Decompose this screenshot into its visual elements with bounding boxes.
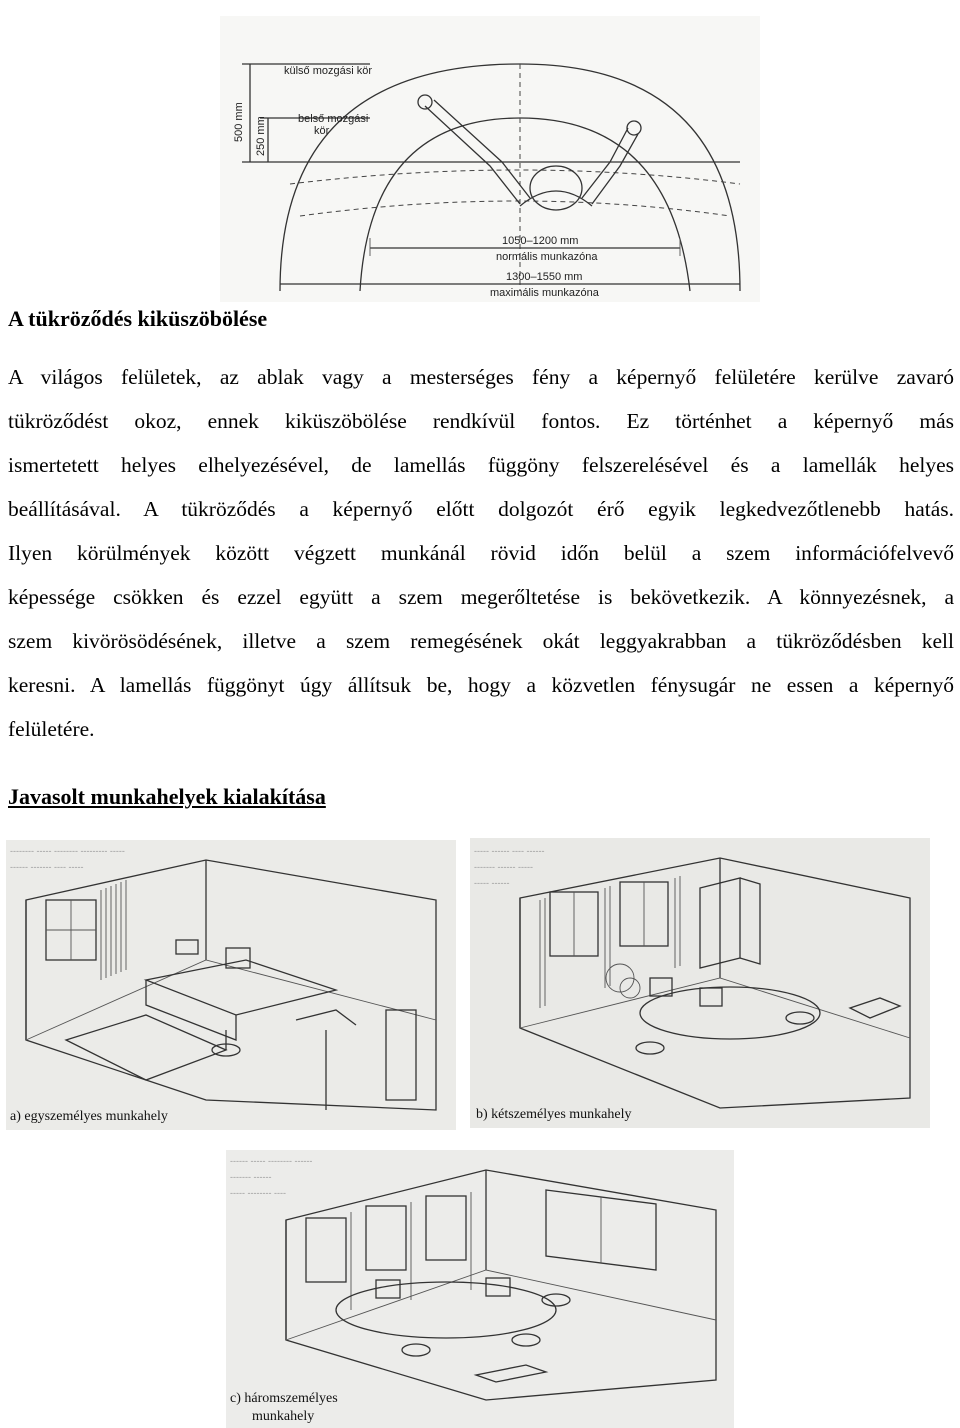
reach-diagram [220,16,760,302]
outer-circle-label: külső mozgási kör [284,65,373,77]
figure-double-workplace [470,838,930,1128]
dim-500-label: 500 mm [233,102,245,142]
room-illustration-a [6,840,456,1130]
svg-text:----- ------: ----- ------ [474,878,510,888]
paragraph-line: A világos felületek, az ablak vagy a mesterséges fény a képernyő felületére kerülve zavaró [8,365,954,389]
paragraph-line: ismertetett helyes elhelyezésével, de lamellás függöny felszerelésével és a lamellák helyes [8,453,954,477]
svg-text:-------- ----- -------- ------: -------- ----- -------- --------- ----- [10,846,125,856]
inner-circle-label-2: kör [314,125,330,137]
section-heading-reflection: A tükröződés kiküszöbölése [8,306,268,331]
caption-c-line2: munkahely [252,1409,315,1424]
svg-text:------- ------: ------- ------ [230,1172,272,1182]
ergonomic-reach-figure [220,16,760,302]
normal-zone-label: normális munkazóna [496,251,598,263]
room-illustration-c [226,1150,734,1428]
caption-c-line1: c) háromszemélyes [230,1391,338,1406]
svg-text:------ ------- ---- -----: ------ ------- ---- ----- [10,862,84,872]
caption-b: b) kétszemélyes munkahely [476,1107,632,1122]
svg-text:----- -------- ----: ----- -------- ---- [230,1188,286,1198]
paragraph-line: szem kivörösödésének, illetve a szem remegésének okát leggyakrabban a tükröződésben kell [8,629,954,653]
inner-circle-label: belső mozgási [298,113,369,125]
figure-triple-workplace [226,1150,734,1428]
paragraph-line: beállításával. A tükröződés a képernyő előtt dolgozót érő egyik legkedvezőtlenebb hatás. [8,497,954,521]
caption-a: a) egyszemélyes munkahely [10,1109,168,1124]
max-zone-label: maximális munkazóna [490,287,599,299]
figure-single-workplace [6,840,456,1130]
dim-250-label: 250 mm [255,116,267,156]
normal-range-label: 1050–1200 mm [502,235,579,247]
room-illustration-b [470,838,930,1128]
max-range-label: 1300–1550 mm [506,271,583,283]
paragraph-line: tükröződést okoz, ennek kiküszöbölése rendkívül fontos. Ez történhet a képernyő más [8,409,954,433]
section-heading-workplaces: Javasolt munkahelyek kialakítása [8,784,326,809]
paragraph-line: képessége csökken és ezzel együtt a szem megerőltetése is bekövetkezik. A könnyezésnek, a [8,585,954,609]
svg-text:----- ------ ---- ------: ----- ------ ---- ------ [474,846,545,856]
svg-text:------ ----- -------- ------: ------ ----- -------- ------ [230,1156,313,1166]
reflection-paragraph [8,355,954,751]
paragraph-line: felületére. [8,717,95,741]
svg-text:------- ------ -----: ------- ------ ----- [474,862,533,872]
paragraph-line: Ilyen körülmények között végzett munkánál rövid időn belül a szem információfelvevő [8,541,954,565]
paragraph-line: keresni. A lamellás függönyt úgy állítsuk be, hogy a közvetlen fénysugár ne essen a képernyő [8,673,954,697]
